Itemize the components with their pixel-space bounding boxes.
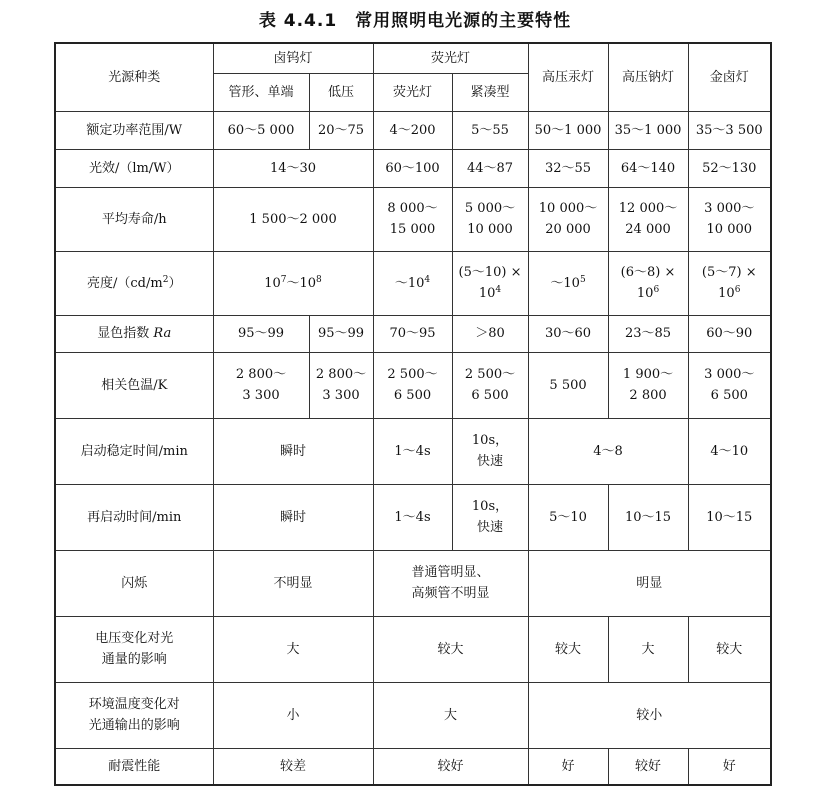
row-label-voltage bbox=[55, 616, 213, 682]
cell-power-halogen-tube: 60～5 000 bbox=[213, 111, 309, 149]
cell-restart-halogen: 瞬时 bbox=[213, 484, 373, 550]
value-exp: 5 bbox=[579, 274, 586, 285]
table-row bbox=[55, 251, 771, 315]
cell-luminance-sodium bbox=[608, 251, 688, 315]
cell-line: 环境温度变化对 bbox=[88, 697, 180, 712]
cell-line: 12 000～ bbox=[618, 201, 678, 216]
value-base: ～10 bbox=[286, 275, 317, 291]
table-row bbox=[55, 149, 771, 187]
cell-power-sodium: 35～1 000 bbox=[608, 111, 688, 149]
cell-line: 24 000 bbox=[625, 222, 671, 237]
cell-voltage-sodium: 大 bbox=[608, 616, 688, 682]
cell-cct-fluorescent bbox=[373, 352, 452, 418]
cell-line: 10 000～ bbox=[538, 201, 598, 216]
value-base: 10 bbox=[636, 286, 654, 301]
header-halogen: 卤钨灯 bbox=[213, 43, 373, 73]
cell-line: 6 500 bbox=[393, 388, 432, 403]
value-base: 10 bbox=[718, 286, 735, 301]
cell-voltage-fluorescent: 较大 bbox=[373, 616, 528, 682]
table-row bbox=[55, 748, 771, 785]
cell-line: 光通输出的影响 bbox=[88, 718, 180, 733]
cell-efficacy-sodium: 64～140 bbox=[608, 149, 688, 187]
label-sup: 2 bbox=[162, 274, 169, 285]
cell-luminance-fluorescent bbox=[373, 251, 452, 315]
cell-efficacy-mercury: 32～55 bbox=[528, 149, 608, 187]
cell-life-compact bbox=[452, 187, 528, 251]
row-label-temperature bbox=[55, 682, 213, 748]
cell-restart-sodium: 10～15 bbox=[608, 484, 688, 550]
cell-line: 1 900～ bbox=[622, 367, 674, 382]
header-metal-halide: 金卤灯 bbox=[688, 43, 771, 111]
cell-line: 3 300 bbox=[322, 388, 360, 403]
cell-flicker-fluorescent bbox=[373, 550, 528, 616]
table-row bbox=[55, 352, 771, 418]
label-italic: Ra bbox=[153, 326, 172, 341]
cell-line: 2 800 bbox=[629, 388, 667, 403]
cell-line: 20 000 bbox=[545, 222, 591, 237]
header-fluorescent: 荧光灯 bbox=[373, 43, 528, 73]
label-text: ） bbox=[168, 275, 182, 291]
cell-cri-mercury: 30～60 bbox=[528, 315, 608, 352]
cell-power-compact: 5～55 bbox=[452, 111, 528, 149]
value-base: ～10 bbox=[550, 275, 580, 291]
cell-efficacy-fluorescent: 60～100 bbox=[373, 149, 452, 187]
cell-line: 3 000～ bbox=[704, 201, 755, 216]
table-row bbox=[55, 315, 771, 352]
cell-luminance-metal-halide bbox=[688, 251, 771, 315]
value-exp: 4 bbox=[495, 285, 502, 296]
cell-life-mercury bbox=[528, 187, 608, 251]
row-label-luminance bbox=[55, 251, 213, 315]
cell-luminance-compact bbox=[452, 251, 528, 315]
cell-line: 10s， bbox=[471, 499, 509, 514]
cell-shock-metal-halide: 好 bbox=[688, 748, 771, 785]
table-row bbox=[55, 616, 771, 682]
value-exp: 7 bbox=[280, 274, 287, 285]
table-row bbox=[55, 418, 771, 484]
cell-luminance-halogen bbox=[213, 251, 373, 315]
row-label-cri bbox=[55, 315, 213, 352]
row-label-flicker: 闪烁 bbox=[55, 550, 213, 616]
cell-startup-metal-halide: 4～10 bbox=[688, 418, 771, 484]
cell-power-halogen-low: 20～75 bbox=[309, 111, 373, 149]
cell-startup-fluorescent: 1～4s bbox=[373, 418, 452, 484]
cell-flicker-others: 明显 bbox=[528, 550, 771, 616]
cell-flicker-halogen: 不明显 bbox=[213, 550, 373, 616]
row-label-cct: 相关色温/K bbox=[55, 352, 213, 418]
value-exp: 8 bbox=[316, 274, 322, 285]
cell-shock-mercury: 好 bbox=[528, 748, 608, 785]
table-title: 表 4.4.1 常用照明电光源的主要特性 bbox=[258, 11, 572, 31]
light-source-characteristics-table bbox=[54, 42, 772, 786]
cell-line: 15 000 bbox=[389, 222, 436, 237]
header-fluorescent-compact: 紧凑型 bbox=[452, 73, 528, 111]
cell-life-metal-halide bbox=[688, 187, 771, 251]
row-label-life: 平均寿命/h bbox=[55, 187, 213, 251]
cell-line: 高频管不明显 bbox=[411, 586, 490, 601]
cell-voltage-mercury: 较大 bbox=[528, 616, 608, 682]
cell-life-halogen: 1 500～2 000 bbox=[213, 187, 373, 251]
cell-temperature-halogen: 小 bbox=[213, 682, 373, 748]
row-label-efficacy: 光效/（lm/W） bbox=[55, 149, 213, 187]
table-row bbox=[55, 187, 771, 251]
cell-line: 快速 bbox=[477, 454, 504, 469]
cell-line: 10s， bbox=[471, 433, 509, 448]
cell-line: 10 000 bbox=[706, 222, 753, 237]
cell-cri-fluorescent: 70～95 bbox=[373, 315, 452, 352]
header-fluorescent-tube: 荧光灯 bbox=[373, 73, 452, 111]
cell-cct-mercury: 5 500 bbox=[528, 352, 608, 418]
label-text: 亮度/（cd/m bbox=[87, 275, 163, 291]
cell-voltage-halogen: 大 bbox=[213, 616, 373, 682]
cell-restart-mercury: 5～10 bbox=[528, 484, 608, 550]
header-source-type: 光源种类 bbox=[55, 43, 213, 111]
cell-efficacy-compact: 44～87 bbox=[452, 149, 528, 187]
cell-cri-halogen-low: 95～99 bbox=[309, 315, 373, 352]
value-exp: 4 bbox=[424, 274, 431, 285]
cell-line: 5 000～ bbox=[464, 201, 516, 216]
cell-temperature-others: 较小 bbox=[528, 682, 771, 748]
cell-line: 电压变化对光 bbox=[95, 631, 174, 646]
cell-restart-metal-halide: 10～15 bbox=[688, 484, 771, 550]
header-halogen-tube: 管形、单端 bbox=[213, 73, 309, 111]
table-row bbox=[55, 682, 771, 748]
cell-line: (6～8) × bbox=[620, 265, 676, 280]
row-label-restart: 再启动时间/min bbox=[55, 484, 213, 550]
table-row bbox=[55, 111, 771, 149]
cell-cct-sodium bbox=[608, 352, 688, 418]
cell-line: 快速 bbox=[477, 520, 504, 535]
cell-voltage-metal-halide: 较大 bbox=[688, 616, 771, 682]
cell-cri-halogen-tube: 95～99 bbox=[213, 315, 309, 352]
value-base: 10 bbox=[478, 286, 496, 301]
cell-cri-sodium: 23～85 bbox=[608, 315, 688, 352]
cell-line: 普通管明显、 bbox=[411, 565, 490, 580]
cell-power-mercury: 50～1 000 bbox=[528, 111, 608, 149]
cell-restart-compact bbox=[452, 484, 528, 550]
cell-startup-mercury-sodium: 4～8 bbox=[528, 418, 688, 484]
cell-cri-metal-halide: 60～90 bbox=[688, 315, 771, 352]
value-exp: 6 bbox=[734, 285, 741, 296]
row-label-startup: 启动稳定时间/min bbox=[55, 418, 213, 484]
table-row bbox=[55, 484, 771, 550]
cell-luminance-mercury bbox=[528, 251, 608, 315]
cell-cct-halogen-low bbox=[309, 352, 373, 418]
header-sodium: 高压钠灯 bbox=[608, 43, 688, 111]
cell-line: 通量的影响 bbox=[101, 652, 167, 667]
cell-shock-halogen: 较差 bbox=[213, 748, 373, 785]
cell-line: 6 500 bbox=[471, 388, 509, 403]
cell-temperature-fluorescent: 大 bbox=[373, 682, 528, 748]
cell-startup-compact bbox=[452, 418, 528, 484]
cell-line: 2 800～ bbox=[235, 367, 287, 382]
cell-power-metal-halide: 35～3 500 bbox=[688, 111, 771, 149]
cell-line: 8 000～ bbox=[387, 201, 438, 216]
cell-life-fluorescent bbox=[373, 187, 452, 251]
cell-line: (5～7) × bbox=[701, 265, 757, 280]
cell-line: (5～10) × bbox=[458, 265, 522, 280]
cell-line: 6 500 bbox=[710, 388, 748, 403]
header-row-1 bbox=[55, 43, 771, 73]
cell-cct-metal-halide bbox=[688, 352, 771, 418]
cell-life-sodium bbox=[608, 187, 688, 251]
label-text: 显色指数 bbox=[97, 326, 154, 341]
row-label-power: 额定功率范围/W bbox=[55, 111, 213, 149]
cell-efficacy-halogen: 14～30 bbox=[213, 149, 373, 187]
value-exp: 6 bbox=[653, 285, 660, 296]
cell-restart-fluorescent: 1～4s bbox=[373, 484, 452, 550]
cell-line: 10 000 bbox=[467, 222, 513, 237]
row-label-shock: 耐震性能 bbox=[55, 748, 213, 785]
cell-startup-halogen: 瞬时 bbox=[213, 418, 373, 484]
cell-line: 2 800～ bbox=[315, 367, 367, 382]
cell-line: 3 000～ bbox=[704, 367, 755, 382]
header-mercury: 高压汞灯 bbox=[528, 43, 608, 111]
table-row bbox=[55, 550, 771, 616]
cell-shock-fluorescent: 较好 bbox=[373, 748, 528, 785]
cell-cct-compact bbox=[452, 352, 528, 418]
cell-line: 2 500～ bbox=[387, 367, 438, 382]
cell-line: 3 300 bbox=[242, 388, 280, 403]
value-base: 10 bbox=[264, 275, 281, 291]
cell-line: 2 500～ bbox=[464, 367, 516, 382]
value-base: ～10 bbox=[394, 275, 425, 291]
cell-shock-sodium: 较好 bbox=[608, 748, 688, 785]
cell-power-fluorescent: 4～200 bbox=[373, 111, 452, 149]
header-halogen-low: 低压 bbox=[309, 73, 373, 111]
cell-efficacy-metal-halide: 52～130 bbox=[688, 149, 771, 187]
cell-cct-halogen-tube bbox=[213, 352, 309, 418]
cell-cri-compact: ＞80 bbox=[452, 315, 528, 352]
